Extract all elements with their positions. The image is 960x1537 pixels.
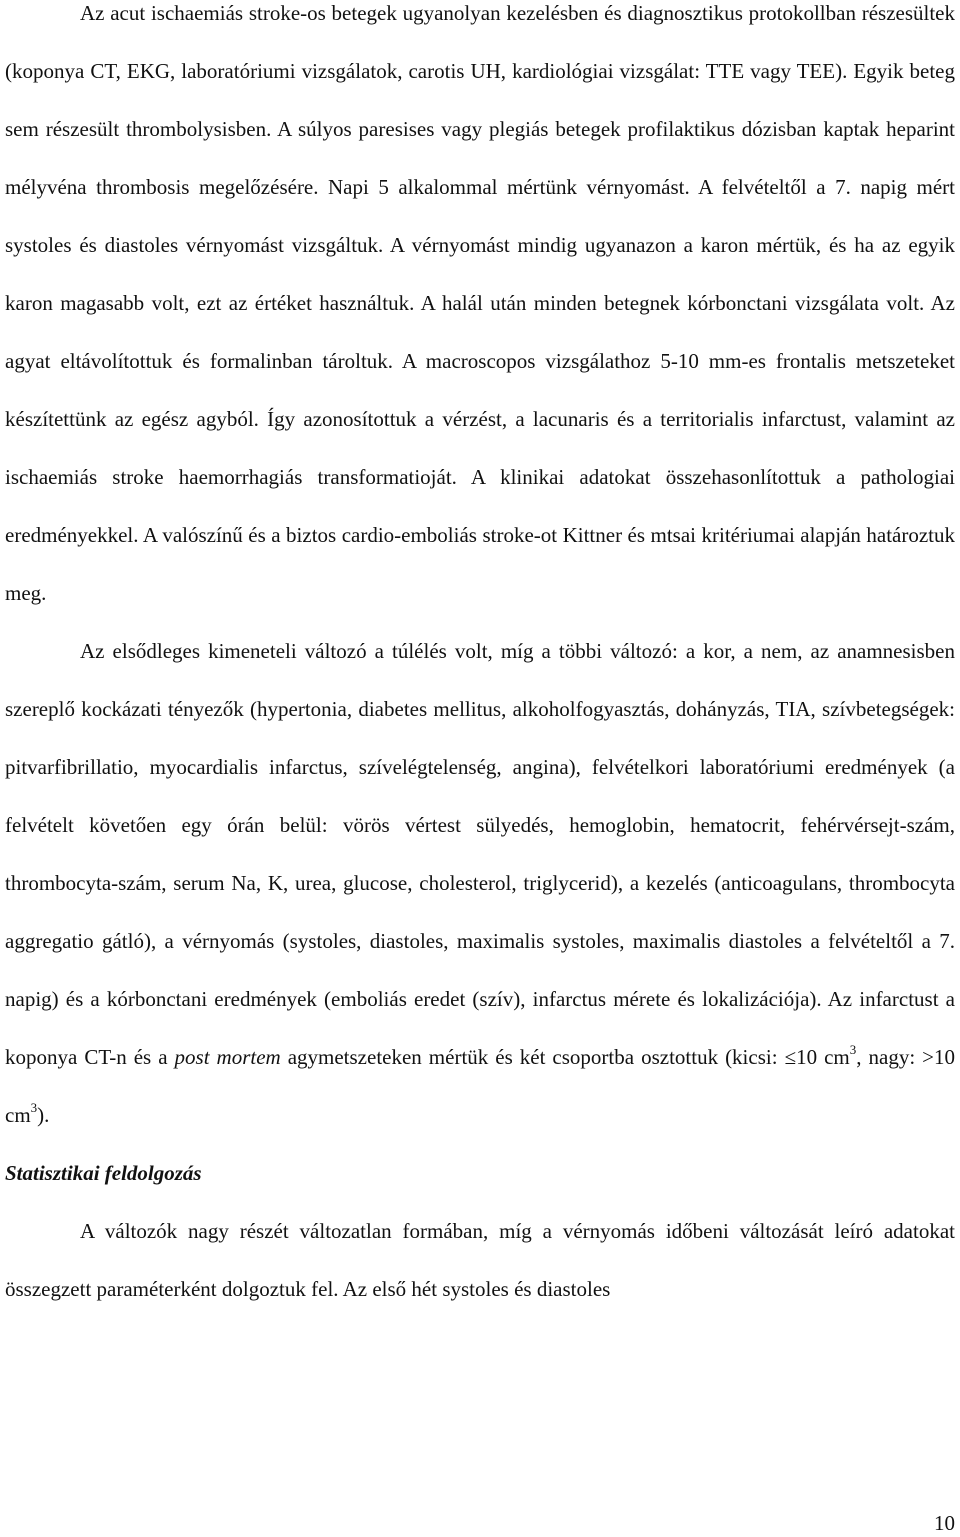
paragraph-variables-text-2: agymetszeteken mértük és két csoportba osztottuk (kicsi: ≤10 cm [280,1045,850,1069]
paragraph-variables-text-3: , nagy: >10 cm [5,1045,955,1127]
superscript-3b: 3 [30,1100,38,1115]
document-page [5,0,955,1318]
paragraph-variables [5,622,955,1144]
paragraph-statistics: A változók nagy részét változatlan formában, míg a vérnyomás időbeni változását leíró adatokat összegzett paraméterként dolgoztuk fel. Az első hét systoles és diastoles [5,1219,955,1301]
paragraph-methods: Az acut ischaemiás stroke-os betegek ugyanolyan kezelésben és diagnosztikus protokollban részesültek (koponya CT, EKG, laboratóriumi vizsgálatok, carotis UH, kardiológiai vizsgálat: TTE vagy TEE). Egyik beteg sem részesült thrombolysisben. A súlyos paresises vagy plegiás betegek profilaktikus dózisban kaptak heparint mélyvéna thrombosis megelőzésére. Napi 5 alkalommal mértünk vérnyomást. A felvételtől a 7. napig mért systoles és diastoles vérnyomást vizsgáltuk. A vérnyomást mindig ugyanazon a karon mértük, és ha az egyik karon magasabb volt, ezt az értéket használtuk. A halál után minden betegnek kórbonctani vizsgálata volt. Az agyat eltávolítottuk és formalinban tároltuk. A macroscopos vizsgálathoz 5-10 mm-es frontalis metszeteket készítettünk az egész agyból. Így azonosítottuk a vérzést, a lacunaris és a territorialis infarctust, valamint az ischaemiás stroke haemorrhagiás transformatioját. A klinikai adatokat összehasonlítottuk a pathologiai eredményekkel. A valószínű és a biztos cardio-emboliás stroke-ot Kittner és mtsai kritériumai alapján határoztuk meg. [5,1,955,605]
page-number: 10 [934,1511,955,1535]
italic-post-mortem: post mortem [174,1045,281,1069]
superscript-3: 3 [849,1042,857,1057]
paragraph-variables-text-4: ). [37,1103,50,1127]
paragraph-variables-text: Az elsődleges kimeneteli változó a túlélés volt, míg a többi változó: a kor, a nem, az anamnesisben szereplő kockázati tényezők (hypertonia, diabetes mellitus, alkoholfogyasztás, dohányzás, TIA, szívbetegségek: pitvarfibrillatio, myocardialis infarctus, szívelégtelenség, angina), felvételkori laboratóriumi eredmények (a felvételt követően egy órán belül: vörös vértest sülyedés, hemoglobin, hematocrit, fehérvérsejt-szám, thrombocyta-szám, serum Na, K, urea, glucose, cholesterol, triglycerid), a kezelés (anticoagulans, thrombocyta aggregatio gátló), a vérnyomás (systoles, diastoles, maximalis systoles, maximalis diastoles a felvételtől a 7. napig) és a kórbonctani eredmények (emboliás eredet (szív), infarctus mérete és lokalizációja). Az infarctust a koponya CT-n és a [5,639,955,1069]
section-heading: Statisztikai feldolgozás [5,1161,202,1185]
